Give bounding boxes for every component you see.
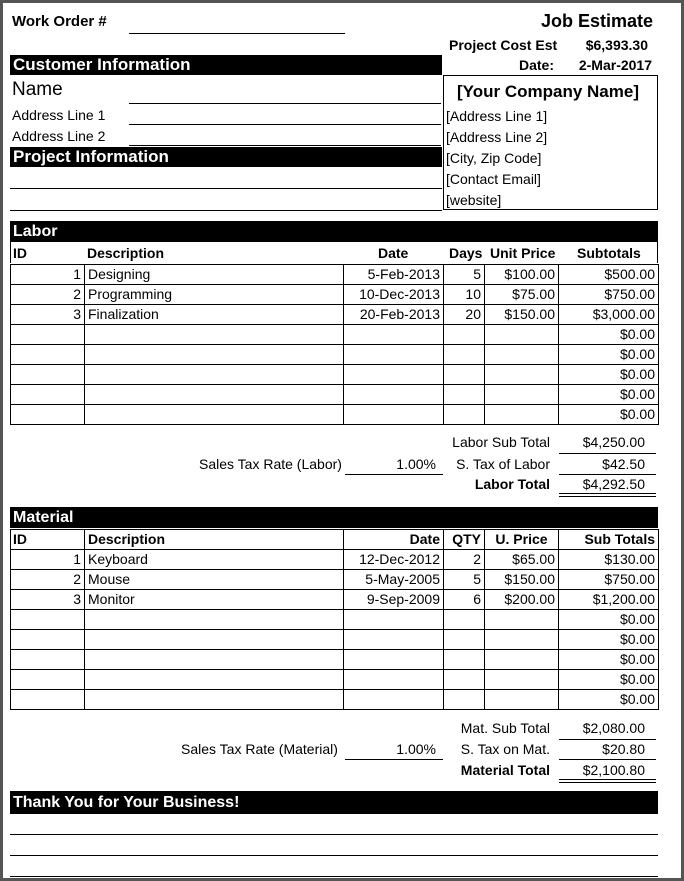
material-description [85, 670, 344, 690]
material-subtotal: $0.00 [559, 690, 659, 710]
table-row [11, 305, 659, 325]
labor-date [344, 365, 444, 385]
material-header-id-cell [11, 530, 85, 550]
footer-line-2 [10, 855, 658, 856]
address1-label: Address Line 1 [12, 107, 106, 123]
material-description: Mouse [85, 570, 344, 590]
labor-bar: Labor [10, 221, 658, 242]
material-tax-rule [559, 759, 656, 760]
thank-you-bar: Thank You for Your Business! [10, 791, 658, 814]
material-tax-rate-value: 1.00% [396, 741, 436, 757]
material-date [344, 610, 444, 630]
date-label: Date: [519, 57, 555, 73]
labor-header-unit-price: Unit Price [490, 245, 556, 261]
labor-subtotal: $0.00 [559, 345, 659, 365]
labor-description: Designing [85, 265, 344, 285]
labor-subtotal: $750.00 [559, 285, 659, 305]
material-description [85, 650, 344, 670]
material-id: 2 [11, 570, 85, 590]
labor-unit-price [485, 385, 559, 405]
labor-days [444, 385, 485, 405]
material-date: 5-May-2005 [344, 570, 444, 590]
labor-description [85, 345, 344, 365]
material-id [11, 630, 85, 650]
material-header-date: Date [344, 530, 444, 550]
material-date: 12-Dec-2012 [344, 550, 444, 570]
table-row [11, 345, 659, 365]
labor-id: 2 [11, 285, 85, 305]
material-unit-price [485, 670, 559, 690]
company-name: [Your Company Name] [457, 82, 639, 101]
material-header-description: Description [85, 530, 344, 550]
material-id [11, 690, 85, 710]
labor-tax-value: $42.50 [602, 456, 645, 472]
labor-unit-price [485, 405, 559, 425]
material-date [344, 690, 444, 710]
table-row [11, 670, 659, 690]
material-header-subtotals: Sub Totals [559, 530, 659, 550]
company-email: [Contact Email] [446, 171, 541, 187]
material-total-rule-2 [559, 782, 656, 783]
material-unit-price [485, 690, 559, 710]
material-subtotal: $1,200.00 [559, 590, 659, 610]
material-tax-rate-line [345, 759, 443, 760]
labor-id: 1 [11, 265, 85, 285]
material-table [10, 529, 659, 710]
material-description [85, 610, 344, 630]
labor-days: 5 [444, 265, 485, 285]
address2-line [129, 145, 441, 146]
labor-date [344, 345, 444, 365]
material-tax-value: $20.80 [602, 741, 645, 757]
labor-subtotal-rule [559, 453, 656, 454]
work-order-label: Work Order # [12, 13, 107, 30]
cost-est-value: $6,393.30 [585, 37, 648, 53]
labor-days [444, 405, 485, 425]
material-description: Monitor [85, 590, 344, 610]
page-title: Job Estimate [540, 11, 653, 31]
material-id [11, 610, 85, 630]
labor-subtotal: $0.00 [559, 325, 659, 345]
table-row [11, 325, 659, 345]
table-row [11, 690, 659, 710]
company-address2: [Address Line 2] [446, 129, 548, 145]
labor-tax-rate-line [345, 474, 443, 475]
labor-unit-price: $75.00 [485, 285, 559, 305]
labor-date: 20-Feb-2013 [344, 305, 444, 325]
table-row [11, 570, 659, 590]
material-total-rule-1 [559, 779, 656, 780]
labor-days [444, 325, 485, 345]
table-row [11, 650, 659, 670]
labor-description [85, 405, 344, 425]
company-box [443, 75, 658, 210]
material-subtotal: $0.00 [559, 650, 659, 670]
material-qty [444, 610, 485, 630]
material-unit-price: $65.00 [485, 550, 559, 570]
material-qty [444, 690, 485, 710]
table-row [11, 365, 659, 385]
labor-subtotal: $0.00 [559, 405, 659, 425]
footer-line-3 [10, 876, 658, 877]
material-description [85, 690, 344, 710]
labor-description: Programming [85, 285, 344, 305]
labor-days: 10 [444, 285, 485, 305]
labor-unit-price [485, 325, 559, 345]
labor-header-id: ID [13, 245, 27, 261]
table-row [11, 265, 659, 285]
work-order-line [129, 33, 345, 34]
project-info-bar: Project Information [10, 147, 442, 167]
table-row [11, 610, 659, 630]
labor-tax-rate-label: Sales Tax Rate (Labor) [199, 456, 342, 472]
labor-header-subtotals: Subtotals [577, 245, 641, 261]
labor-header-days: Days [449, 245, 483, 261]
name-label: Name [12, 79, 63, 100]
labor-description [85, 365, 344, 385]
material-total-label: Material Total [460, 762, 550, 778]
table-row [11, 550, 659, 570]
material-qty: 5 [444, 570, 485, 590]
labor-date [344, 385, 444, 405]
material-qty [444, 670, 485, 690]
labor-id [11, 325, 85, 345]
table-row [11, 385, 659, 405]
name-line [129, 103, 441, 104]
company-address1: [Address Line 1] [446, 108, 548, 124]
labor-total-value: $4,292.50 [582, 476, 645, 492]
labor-tax-label: S. Tax of Labor [456, 456, 550, 472]
material-description: Keyboard [85, 550, 344, 570]
material-id: 1 [11, 550, 85, 570]
labor-description [85, 325, 344, 345]
customer-info-bar: Customer Information [10, 55, 442, 75]
material-date [344, 670, 444, 690]
material-header-id: ID [13, 531, 27, 547]
material-subtotal: $0.00 [559, 610, 659, 630]
labor-id [11, 365, 85, 385]
labor-subtotal-label: Labor Sub Total [452, 434, 550, 450]
material-qty: 6 [444, 590, 485, 610]
material-date [344, 630, 444, 650]
material-description [85, 630, 344, 650]
material-tax-rate-label: Sales Tax Rate (Material) [181, 741, 338, 757]
material-total-value: $2,100.80 [582, 762, 645, 778]
material-header-row [11, 530, 659, 550]
labor-subtotal: $3,000.00 [559, 305, 659, 325]
project-line-1 [10, 188, 442, 189]
labor-subtotal: $500.00 [559, 265, 659, 285]
material-subtotal: $0.00 [559, 630, 659, 650]
material-subtotal-label: Mat. Sub Total [460, 720, 550, 736]
material-subtotal: $750.00 [559, 570, 659, 590]
labor-id: 3 [11, 305, 85, 325]
labor-date: 5-Feb-2013 [344, 265, 444, 285]
table-row [11, 630, 659, 650]
labor-days [444, 365, 485, 385]
labor-description: Finalization [85, 305, 344, 325]
labor-total-label: Labor Total [474, 476, 550, 492]
labor-id [11, 345, 85, 365]
material-qty: 2 [444, 550, 485, 570]
labor-tax-rule [559, 474, 656, 475]
material-subtotal: $0.00 [559, 670, 659, 690]
material-date: 9-Sep-2009 [344, 590, 444, 610]
labor-date: 10-Dec-2013 [344, 285, 444, 305]
labor-total-rule-2 [559, 496, 656, 497]
material-subtotal-value: $2,080.00 [582, 720, 645, 736]
cost-est-label: Project Cost Est [449, 37, 558, 53]
material-id: 3 [11, 590, 85, 610]
labor-unit-price: $150.00 [485, 305, 559, 325]
material-subtotal-rule [559, 739, 656, 740]
labor-unit-price [485, 365, 559, 385]
table-row [11, 405, 659, 425]
material-bar: Material [10, 507, 658, 528]
footer-line-1 [10, 834, 658, 835]
labor-tax-rate-value: 1.00% [396, 456, 436, 472]
labor-header-date: Date [378, 245, 409, 261]
material-id [11, 670, 85, 690]
date-value: 2-Mar-2017 [578, 57, 652, 73]
labor-date [344, 405, 444, 425]
material-unit-price [485, 610, 559, 630]
material-unit-price: $200.00 [485, 590, 559, 610]
material-header-unit-price: U. Price [485, 530, 559, 550]
labor-subtotal: $0.00 [559, 385, 659, 405]
project-line-2 [10, 210, 442, 211]
company-city-zip: [City, Zip Code] [446, 150, 542, 166]
table-row [11, 590, 659, 610]
labor-header-description: Description [87, 245, 165, 261]
address2-label: Address Line 2 [12, 128, 106, 144]
labor-unit-price: $100.00 [485, 265, 559, 285]
material-id [11, 650, 85, 670]
labor-unit-price [485, 345, 559, 365]
labor-subtotal-value: $4,250.00 [582, 434, 645, 450]
material-unit-price: $150.00 [485, 570, 559, 590]
material-unit-price [485, 630, 559, 650]
material-tax-label: S. Tax on Mat. [460, 741, 550, 757]
material-unit-price [485, 650, 559, 670]
material-header-qty: QTY [444, 530, 485, 550]
table-row [11, 285, 659, 305]
material-subtotal: $130.00 [559, 550, 659, 570]
labor-subtotal: $0.00 [559, 365, 659, 385]
address1-line [129, 124, 441, 125]
labor-id [11, 385, 85, 405]
material-qty [444, 650, 485, 670]
labor-total-rule-1 [559, 493, 656, 494]
labor-date [344, 325, 444, 345]
labor-id [11, 405, 85, 425]
material-date [344, 650, 444, 670]
labor-description [85, 385, 344, 405]
material-qty [444, 630, 485, 650]
labor-days [444, 345, 485, 365]
labor-table [10, 264, 659, 425]
labor-days: 20 [444, 305, 485, 325]
company-website: [website] [446, 192, 502, 208]
